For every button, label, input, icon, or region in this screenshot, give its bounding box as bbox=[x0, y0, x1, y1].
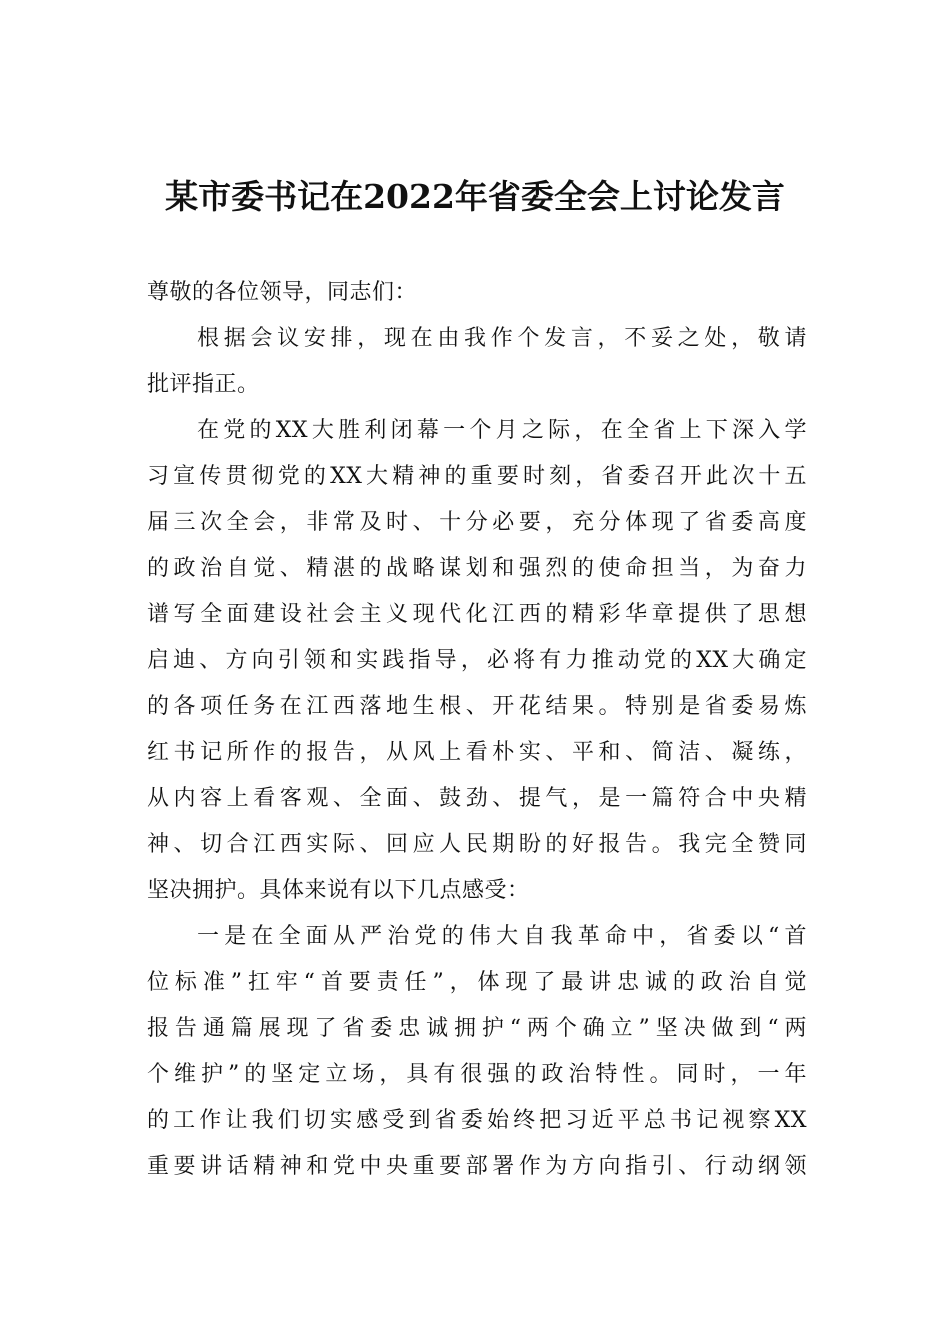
paragraph-line: 在党的XX大胜利闭幕一个月之际，在全省上下深入学 bbox=[197, 418, 807, 443]
document-body bbox=[147, 270, 807, 1190]
salutation-line: 尊敬的各位领导，同志们： bbox=[147, 280, 418, 305]
paragraph-line: 习宣传贯彻党的XX大精神的重要时刻，省委召开此次十五 bbox=[147, 464, 807, 489]
paragraph-line: 届三次全会，非常及时、十分必要，充分体现了省委高度 bbox=[147, 510, 807, 535]
paragraph-line: 从内容上看客观、全面、鼓劲、提气，是一篇符合中央精 bbox=[147, 786, 807, 811]
paragraph-line: 的政治自觉、精湛的战略谋划和强烈的使命担当，为奋力 bbox=[147, 556, 807, 581]
paragraph-line: 谱写全面建设社会主义现代化江西的精彩华章提供了思想 bbox=[147, 602, 807, 627]
paragraph-line: 坚决拥护。具体来说有以下几点感受： bbox=[147, 878, 530, 903]
paragraph-line: 一是在全面从严治党的伟大自我革命中，省委以“首 bbox=[197, 924, 807, 949]
paragraph-line: 神、切合江西实际、回应人民期盼的好报告。我完全赞同 bbox=[147, 832, 807, 857]
paragraph-line: 位标准”扛牢“首要责任”，体现了最讲忠诚的政治自觉 bbox=[147, 970, 807, 995]
paragraph-line: 重要讲话精神和党中央重要部署作为方向指引、行动纲领 bbox=[147, 1154, 807, 1179]
paragraph-line: 启迪、方向引领和实践指导，必将有力推动党的XX大确定 bbox=[147, 648, 807, 673]
paragraph-line: 红书记所作的报告，从风上看朴实、平和、简洁、凝练， bbox=[147, 740, 807, 765]
paragraph-line: 批评指正。 bbox=[147, 372, 260, 397]
paragraph-line: 的工作让我们切实感受到省委始终把习近平总书记视察XX bbox=[147, 1108, 807, 1133]
paragraph-line: 的各项任务在江西落地生根、开花结果。特别是省委易炼 bbox=[147, 694, 807, 719]
paragraph-line: 个维护”的坚定立场，具有很强的政治特性。同时，一年 bbox=[147, 1062, 807, 1087]
document-title: 某市委书记在2022年省委全会上讨论发言 bbox=[165, 177, 785, 216]
paragraph-line: 报告通篇展现了省委忠诚拥护“两个确立”坚决做到“两 bbox=[147, 1016, 807, 1041]
paragraph-line: 根据会议安排，现在由我作个发言，不妥之处，敬请 bbox=[197, 326, 807, 351]
